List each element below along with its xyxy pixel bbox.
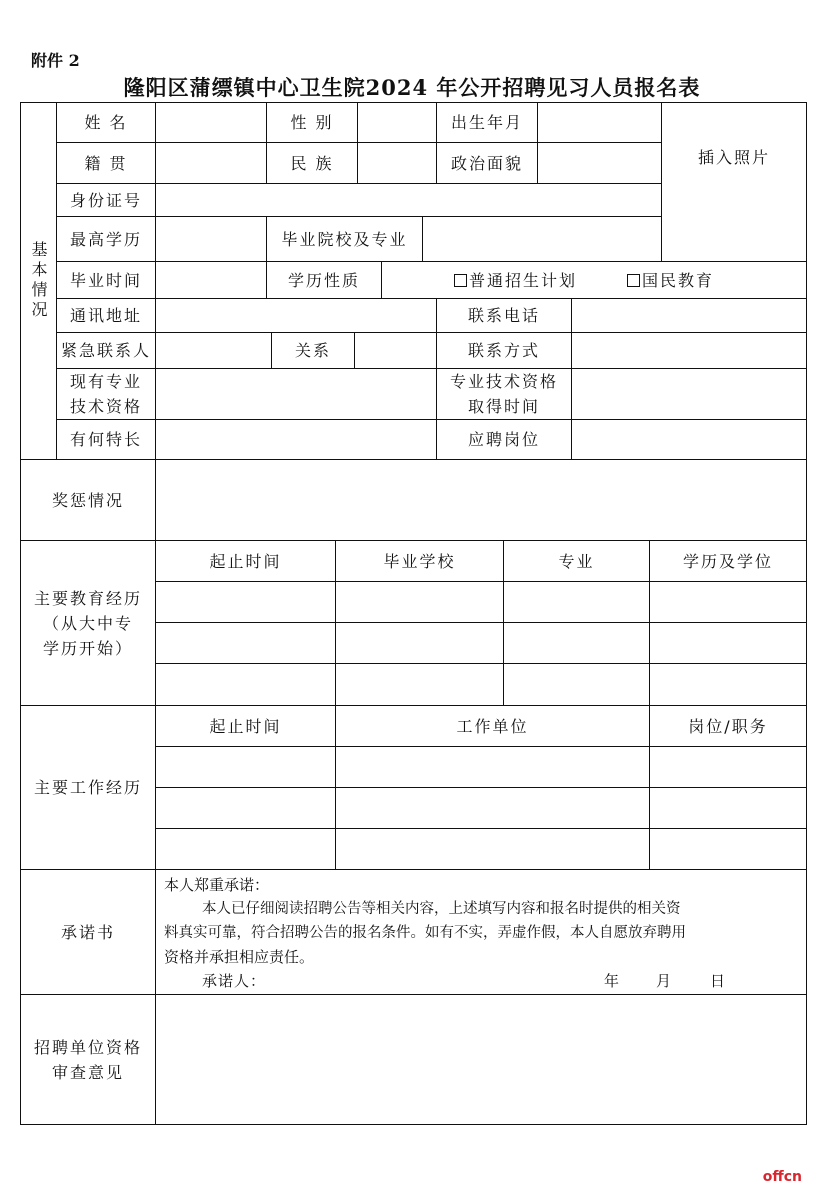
label-ethnicity: 民 族 (290, 153, 334, 173)
input-ethnicity[interactable] (358, 143, 436, 183)
label-native-place: 籍 贯 (84, 153, 128, 173)
pledge-line-3: 料真实可靠，符合招聘公告的报名条件。如有不实，弄虚作假，本人自愿放弃聘用 (164, 925, 686, 941)
input-qual-time[interactable] (572, 369, 806, 419)
edu-row-input[interactable] (650, 582, 806, 622)
photo-label: 插入照片 (697, 148, 770, 167)
label-edu-history: 主要教育经历 （从大中专 学历开始） (33, 588, 142, 658)
label-emergency: 紧急联系人 (60, 341, 151, 360)
edu-row-input[interactable] (156, 664, 335, 705)
label-qualification: 现有专业 技术资格 (69, 372, 142, 416)
input-birth[interactable] (538, 103, 661, 142)
pledge-year: 年 (604, 972, 621, 990)
input-relation[interactable] (355, 333, 436, 368)
pledge-month: 月 (656, 972, 673, 990)
pledge-line-1: 本人郑重承诺： (164, 876, 270, 894)
input-position[interactable] (572, 420, 806, 459)
edu-row-input[interactable] (650, 664, 806, 705)
input-phone[interactable] (572, 299, 806, 332)
work-row-input[interactable] (156, 788, 335, 828)
label-phone: 联系电话 (467, 306, 540, 325)
edu-row-input[interactable] (336, 623, 503, 663)
checkbox-icon (454, 274, 467, 287)
edu-nature-options (382, 262, 806, 298)
work-col-time: 起止时间 (209, 716, 282, 736)
label-address: 通讯地址 (69, 306, 142, 325)
edu-col-major: 专业 (558, 551, 595, 571)
label-awards: 奖惩情况 (51, 490, 124, 510)
option-national-label: 国民教育 (642, 270, 715, 290)
edu-row-input[interactable] (504, 664, 649, 705)
label-birth: 出生年月 (450, 113, 523, 132)
checkbox-regular[interactable] (454, 268, 577, 293)
edu-row-input[interactable] (504, 623, 649, 663)
pledge-sign-row (164, 969, 804, 993)
label-grad-time: 毕业时间 (69, 270, 142, 290)
input-gender[interactable] (358, 103, 436, 142)
checkbox-icon (627, 274, 640, 287)
edu-row-input[interactable] (156, 582, 335, 622)
label-education: 最高学历 (69, 229, 142, 249)
watermark-logo: offcn (762, 1169, 802, 1185)
input-native-place[interactable] (156, 143, 266, 183)
input-school-major[interactable] (423, 217, 661, 261)
edu-row-input[interactable] (156, 623, 335, 663)
label-edu-nature: 学历性质 (287, 270, 360, 290)
label-gender: 性 别 (290, 113, 334, 132)
label-position: 应聘岗位 (467, 430, 540, 449)
edu-col-school: 毕业学校 (383, 551, 456, 571)
input-education[interactable] (156, 217, 266, 261)
attachment-label: 附件 2 (31, 51, 80, 70)
option-regular-label: 普通招生计划 (469, 270, 578, 290)
input-specialty[interactable] (156, 420, 436, 459)
work-row-input[interactable] (336, 747, 649, 787)
label-political: 政治面貌 (450, 153, 523, 173)
work-row-input[interactable] (156, 747, 335, 787)
label-work-history: 主要工作经历 (33, 778, 142, 797)
pledge-line-2: 本人已仔细阅读招聘公告等相关内容，上述填写内容和报名时提供的相关资 (202, 901, 681, 917)
pledge-text (164, 873, 804, 993)
edu-row-input[interactable] (336, 582, 503, 622)
input-emergency[interactable] (156, 333, 271, 368)
work-row-input[interactable] (336, 829, 649, 869)
label-school-major: 毕业院校及专业 (281, 229, 408, 249)
work-row-input[interactable] (650, 747, 806, 787)
work-row-input[interactable] (650, 788, 806, 828)
form-title: 隆阳区蒲缥镇中心卫生院2024 年公开招聘见习人员报名表 (123, 75, 701, 100)
label-qual-time: 专业技术资格 取得时间 (449, 372, 558, 416)
work-row-input[interactable] (336, 788, 649, 828)
work-row-input[interactable] (156, 829, 335, 869)
label-name: 姓 名 (84, 113, 128, 132)
label-relation: 关系 (294, 341, 331, 360)
label-review: 招聘单位资格 审查意见 (33, 1037, 142, 1082)
edu-col-time: 起止时间 (209, 551, 282, 571)
work-col-unit: 工作单位 (456, 716, 529, 736)
photo-box[interactable] (662, 103, 806, 261)
input-name[interactable] (156, 103, 266, 142)
label-pledge: 承诺书 (60, 922, 115, 942)
checkbox-national[interactable] (627, 268, 714, 293)
edu-row-input[interactable] (336, 664, 503, 705)
work-col-post: 岗位/职务 (688, 716, 768, 736)
input-grad-time[interactable] (156, 262, 266, 298)
edu-col-degree: 学历及学位 (682, 551, 773, 571)
input-awards[interactable] (156, 460, 806, 540)
work-row-input[interactable] (650, 829, 806, 869)
edu-row-input[interactable] (650, 623, 806, 663)
input-contact[interactable] (572, 333, 806, 368)
pledge-signer: 承诺人： (202, 972, 267, 990)
input-qualification[interactable] (156, 369, 436, 419)
label-id-number: 身份证号 (69, 190, 142, 210)
label-contact: 联系方式 (467, 341, 540, 360)
pledge-day: 日 (710, 972, 727, 990)
edu-row-input[interactable] (504, 582, 649, 622)
input-address[interactable] (156, 299, 436, 332)
pledge-line-4: 资格并承担相应责任。 (164, 948, 315, 966)
input-id-number[interactable] (156, 184, 661, 216)
section-label-basic: 基本情况 (29, 241, 48, 321)
input-review[interactable] (156, 995, 806, 1124)
label-specialty: 有何特长 (69, 430, 142, 449)
input-political[interactable] (538, 143, 661, 183)
